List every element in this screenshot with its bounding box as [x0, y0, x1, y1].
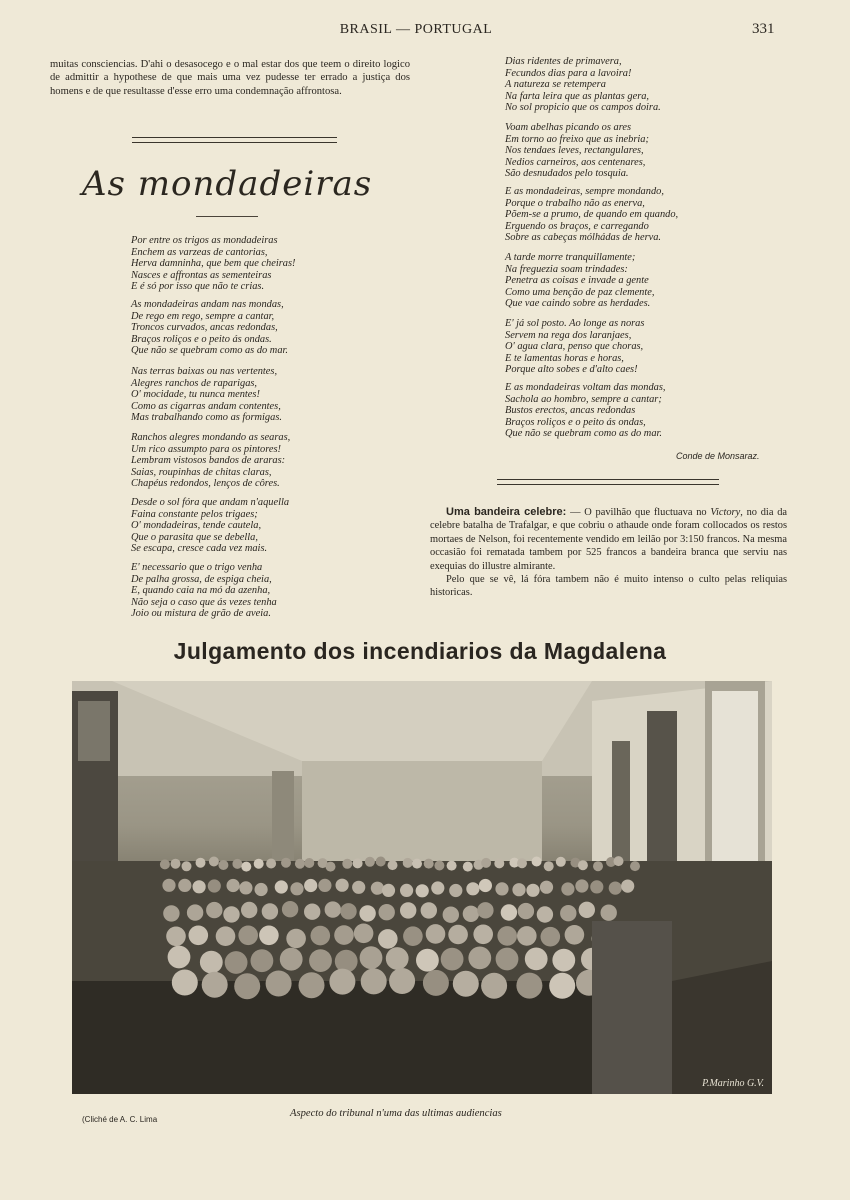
poem-line: Põem-se a prumo, de quando em quando, — [505, 209, 679, 221]
photo-credit: (Cliché de A. C. Lima — [82, 1115, 158, 1124]
crowd-head — [304, 904, 320, 920]
crowd-head — [365, 857, 375, 867]
crowd-head — [172, 970, 198, 996]
poem-stanza — [131, 562, 277, 620]
crowd-head — [259, 926, 279, 946]
crowd-head — [304, 879, 317, 892]
crowd-head — [421, 902, 437, 918]
crowd-head — [453, 971, 479, 997]
crowd-head — [193, 880, 206, 893]
title-underline — [196, 216, 258, 217]
crowd-head — [163, 905, 179, 921]
poem-line: A natureza se retempera — [505, 79, 606, 91]
poem-line: Que vae caindo sobre as herdades. — [505, 298, 651, 310]
crowd-head — [561, 882, 574, 895]
poem-line: Se escapa, cresce cada vez mais. — [131, 543, 268, 555]
poem-stanza — [505, 318, 644, 376]
crowd-head — [241, 862, 251, 872]
poem-stanza — [505, 56, 661, 114]
poem-line: De rego em rego, sempre a cantar, — [131, 310, 275, 322]
article-headline: Julgamento dos incendiarios da Magdalena — [173, 638, 667, 664]
crowd-head — [526, 884, 539, 897]
poem-stanza — [131, 299, 288, 357]
crowd-head — [241, 902, 257, 918]
poem-line: E' já sol posto. Ao longe as noras — [505, 318, 645, 329]
ship-name: Victory — [710, 507, 741, 518]
poem-line: Faina constante pelos trigaes; — [131, 508, 258, 520]
crowd-head — [280, 948, 303, 971]
crowd-head — [518, 903, 534, 919]
poem-line: Lembram vistosos bandos de araras: — [131, 455, 286, 467]
crowd-head — [311, 926, 331, 946]
poem-line: Em torno ao freixo que as inebria; — [505, 133, 649, 145]
crowd-head — [379, 904, 395, 920]
intro-paragraph: muitas consciencias. D'ahi o desasocego e o mal estar dos que teem o direito logico de admittir a hypothese de que mais uma vez pudesse ter errado a justiça dos homens e de que resultasse d'esse erro uma condemnação affrontosa. — [50, 59, 410, 97]
poem-line: Que não se quebram como as do mar. — [131, 345, 288, 357]
crowd-head — [525, 948, 548, 971]
poem-title: As mondadeiras — [82, 164, 373, 204]
running-header: BRASIL — PORTUGAL — [339, 22, 493, 37]
crowd-head — [178, 879, 191, 892]
poem-line: Erguendo os braços, e carregando — [505, 220, 649, 232]
crowd-head — [389, 968, 415, 994]
poem-line: Joio ou mistura de grão de aveia. — [131, 608, 271, 620]
crowd-head — [182, 861, 192, 871]
poem-line: Enchem as varzeas de cantorias, — [131, 246, 268, 258]
crowd-head — [232, 859, 242, 869]
crowd-head — [512, 883, 525, 896]
crowd-head — [544, 861, 554, 871]
poem-line: Porque alto sobes e d'alto caes! — [505, 364, 638, 376]
crowd-head — [575, 879, 588, 892]
poem-line: Mas trabalhando como as formigas. — [131, 412, 282, 424]
poem-line: Como as cigarras andam contentes, — [131, 400, 281, 412]
crowd-head — [361, 968, 387, 994]
poem-line: Saias, roupinhas de chitas claras, — [131, 466, 272, 478]
crowd-head — [216, 926, 236, 946]
news-lead: Uma bandeira celebre: — [446, 506, 567, 518]
crowd-head — [494, 858, 504, 868]
crowd-head — [468, 947, 491, 970]
crowd-head — [609, 882, 622, 895]
crowd-head — [266, 971, 292, 997]
crowd-head — [352, 881, 365, 894]
crowd-head — [227, 879, 240, 892]
poem-line: Bustos erectos, ancas redondas — [505, 405, 636, 417]
crowd-head — [354, 924, 374, 944]
crowd-head — [342, 859, 352, 869]
poem-line: Nasces e affrontas as sementeiras — [131, 269, 272, 281]
poem-line: Alegres ranchos de raparigas, — [131, 377, 258, 389]
crowd-head — [441, 948, 464, 971]
crowd-head — [479, 879, 492, 892]
poem-stanza — [505, 252, 654, 310]
crowd-head — [218, 860, 228, 870]
crowd-head — [449, 884, 462, 897]
crowd-head — [388, 860, 398, 870]
crowd-head — [426, 924, 446, 944]
poem-author: Conde de Monsaraz. — [676, 451, 760, 461]
photographer-signature: P.Marinho G.V. — [702, 1078, 764, 1089]
crowd-head — [162, 879, 175, 892]
crowd-head — [329, 969, 355, 995]
poem-line: Servem na rega dos laranjaes, — [505, 329, 632, 341]
crowd-head — [497, 926, 517, 946]
crowd-head — [386, 947, 409, 970]
crowd-head — [234, 973, 260, 999]
crowd-head — [208, 879, 221, 892]
poem-line: Voam abelhas picando os ares — [505, 122, 632, 133]
poem-line: A tarde morre tranquillamente; — [505, 252, 636, 263]
poem-stanza — [131, 432, 290, 490]
news-text-part: , no dia da celebre batalha de Trafalgar, e que cobriu o athaude onde foram collocados os restos mortaes de Nelson, foi recentemente vendido em leilão por 3:150 francos. Na mesma occasião foi rematada tambem por 525 francos a bandeira branca que serviu nas exequias do illustre almirante. — [430, 507, 787, 572]
poem-line: E as mondadeiras voltam das mondas, — [505, 382, 666, 393]
crowd-head — [225, 951, 248, 974]
crowd-head — [473, 925, 493, 945]
poem-line: E as mondadeiras, sempre mondando, — [505, 186, 664, 197]
crowd-head — [202, 972, 228, 998]
poem-line: E te lamentas horas e horas, — [505, 352, 624, 364]
poem-line: Dias ridentes de primavera, — [505, 56, 622, 67]
crowd-head — [371, 882, 384, 895]
crowd-head — [400, 884, 413, 897]
poem-line: Um rico assumpto para os pintores! — [131, 443, 281, 455]
crowd-head — [378, 929, 398, 949]
crowd-head — [382, 884, 395, 897]
crowd-head — [556, 857, 566, 867]
crowd-head — [614, 856, 624, 866]
page-number: 331 — [752, 21, 775, 37]
crowd-head — [443, 907, 459, 923]
crowd-head — [171, 859, 181, 869]
crowd-head — [359, 905, 375, 921]
crowd-head — [266, 859, 276, 869]
crowd-head — [540, 881, 553, 894]
courtroom-photo — [72, 681, 772, 1094]
crowd-head — [541, 927, 561, 947]
crowd-head — [423, 970, 449, 996]
crowd-head — [412, 859, 422, 869]
crowd-head — [495, 882, 508, 895]
crowd-head — [160, 859, 170, 869]
crowd-head — [549, 973, 575, 999]
poem-line: Sachola ao hombro, sempre a cantar; — [505, 393, 662, 405]
poem-line: Na freguezia soam trindades: — [505, 263, 628, 275]
crowd-head — [630, 861, 640, 871]
crowd-head — [286, 929, 306, 949]
crowd-head — [463, 906, 479, 922]
crowd-head — [223, 906, 239, 922]
crowd-head — [340, 903, 356, 919]
poem-line: Não seja o caso que ás vezes tenha — [131, 596, 277, 608]
poem-stanza — [505, 186, 678, 244]
poem-line: E é só por isso que não te crias. — [131, 281, 265, 293]
crowd-head — [353, 858, 363, 868]
crowd-head — [281, 858, 291, 868]
section-divider — [132, 137, 337, 143]
crowd-head — [537, 906, 553, 922]
poem-line: E' necessario que o trigo venha — [131, 562, 263, 573]
poem-line: Braços roliços e o peito ás ondas, — [505, 416, 646, 428]
poem-line: Na farta leira que as plantas gera, — [505, 90, 650, 102]
crowd-head — [206, 902, 222, 918]
crowd-head — [275, 880, 288, 893]
crowd-head — [621, 880, 634, 893]
crowd-head — [517, 858, 527, 868]
news-text-part: — O pavilhão que fluctuava no — [566, 507, 711, 518]
courtroom-illustration — [72, 681, 772, 1094]
poem-line: Fecundos dias para a lavoira! — [505, 67, 632, 79]
crowd-head — [593, 861, 603, 871]
poem-line: Que o parasita que se debella, — [131, 531, 258, 543]
crowd-head — [477, 902, 493, 918]
poem-line: Troncos curvados, ancas redondas, — [131, 322, 278, 334]
news-item — [430, 506, 787, 600]
crowd-head — [601, 905, 617, 921]
crowd-head — [466, 882, 479, 895]
poem-stanza — [131, 497, 289, 555]
crowd-head — [304, 858, 314, 868]
crowd-head — [187, 904, 203, 920]
crowd-head — [431, 881, 444, 894]
crowd-head — [578, 860, 588, 870]
poem-stanza — [505, 122, 649, 180]
news-paragraph: Pelo que se vê, lá fóra tambem não é muito intenso o culto pelas reliquias historicas. — [430, 574, 787, 599]
crowd-head — [565, 925, 585, 945]
poem-line: Desde o sol fóra que andam n'aquella — [131, 497, 290, 508]
crowd-head — [400, 902, 416, 918]
crowd-head — [403, 858, 413, 868]
crowd-head — [560, 905, 576, 921]
poem-line: Que não se quebram como as do mar. — [505, 428, 662, 440]
poem-line: Ranchos alegres mondando as searas, — [131, 432, 291, 443]
crowd-head — [166, 927, 186, 947]
crowd-head — [552, 949, 575, 972]
poem-line: As mondadeiras andam nas mondas, — [131, 299, 284, 310]
crowd-head — [282, 901, 298, 917]
crowd-head — [168, 946, 191, 969]
poem-line: Por entre os trigos as mondadeiras — [131, 235, 278, 246]
poem-line: O' agua clara, penso que choras, — [505, 341, 644, 353]
crowd-head — [376, 857, 386, 867]
crowd-head — [309, 949, 332, 972]
crowd-head — [481, 858, 491, 868]
crowd-head — [299, 972, 325, 998]
poem-line: Sobre as cabeças mólhádas de herva. — [505, 232, 662, 244]
crowd-head — [189, 926, 209, 946]
poem-line: E, quando caia na mó da azenha, — [131, 585, 271, 597]
crowd-head — [496, 948, 519, 971]
crowd-head — [196, 858, 206, 868]
crowd-head — [448, 925, 468, 945]
crowd-head — [209, 857, 219, 867]
poem-line: No sol propicio que os campos doira. — [505, 102, 661, 114]
crowd-head — [325, 901, 341, 917]
crowd-head — [481, 973, 507, 999]
poem-stanza — [131, 366, 282, 424]
poem-line: Nedios carneiros, aos centenares, — [505, 156, 646, 168]
crowd-head — [262, 903, 278, 919]
poem-line: Herva damninha, que bem que cheiras! — [131, 258, 296, 270]
crowd-head — [416, 949, 439, 972]
crowd-head — [318, 879, 331, 892]
photo-caption: Aspecto do tribunal n'uma das ultimas audiencias — [290, 1108, 502, 1119]
crowd-head — [326, 862, 336, 872]
crowd-head — [517, 926, 537, 946]
crowd-head — [238, 926, 258, 946]
poem-line: Nos tendaes leves, rectangulares, — [505, 145, 644, 157]
crowd-head — [590, 880, 603, 893]
poem-stanza — [505, 382, 665, 440]
crowd-head — [463, 862, 473, 872]
crowd-head — [416, 884, 429, 897]
poem-line: Penetra as coisas e invade a gente — [505, 275, 649, 287]
crowd-head — [254, 859, 264, 869]
poem-line: Braços roliços e o peito ás ondas. — [131, 333, 272, 345]
crowd-head — [516, 973, 542, 999]
poem-line: O' mondadeiras, tende cautela, — [131, 520, 262, 532]
poem-stanza — [131, 235, 295, 293]
poem-line: Como uma benção de paz clemente, — [505, 286, 655, 298]
poem-line: Chapéus redondos, lenços de côres. — [131, 478, 280, 490]
crowd-head — [255, 883, 268, 896]
section-divider — [497, 479, 719, 485]
crowd-head — [360, 946, 383, 969]
poem-line: De palha grossa, de espiga cheia, — [131, 573, 272, 585]
poem-line: O' mocidade, tu nunca mentes! — [131, 389, 260, 401]
poem-line: Porque o trabalho não as enerva, — [505, 197, 645, 209]
crowd-head — [239, 881, 252, 894]
crowd-head — [501, 904, 517, 920]
crowd-head — [295, 859, 305, 869]
crowd-head — [200, 951, 223, 974]
crowd-head — [334, 925, 354, 945]
crowd-head — [434, 861, 444, 871]
crowd-head — [424, 859, 434, 869]
crowd-head — [579, 902, 595, 918]
crowd-head — [403, 926, 423, 946]
poem-line: Nas terras baixas ou nas vertentes, — [131, 366, 278, 377]
crowd-head — [447, 861, 457, 871]
crowd-head — [532, 857, 542, 867]
crowd-head — [336, 879, 349, 892]
crowd-head — [251, 949, 274, 972]
crowd-head — [290, 882, 303, 895]
poem-line: São desnudados pelo tosquia. — [505, 168, 629, 180]
